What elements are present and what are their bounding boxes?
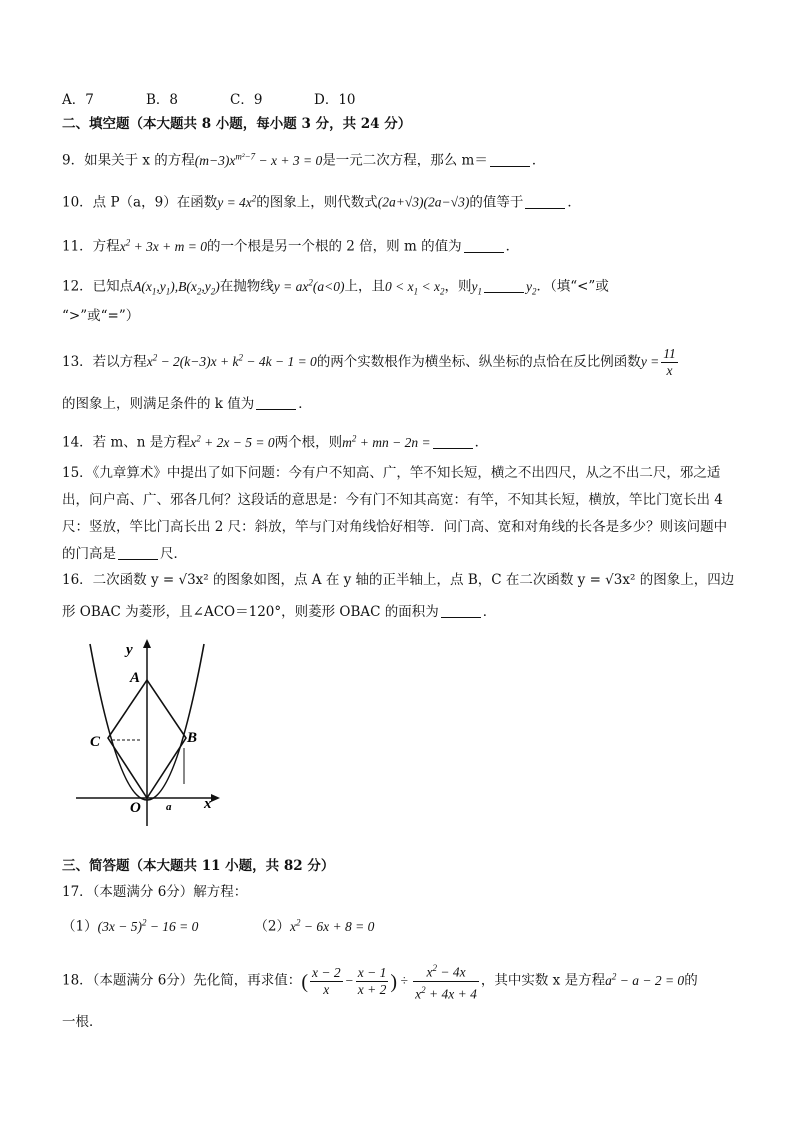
q10-post: 的值等于: [469, 194, 524, 211]
section3-heading: 三、简答题（本大题共 11 小题，共 82 分）: [62, 858, 335, 874]
q12-blank[interactable]: [484, 278, 524, 293]
q10-function: $y = 4x^2$: [217, 193, 257, 210]
q11-blank[interactable]: [464, 238, 504, 253]
q12-condition: $0 < x_1 < x_2$: [384, 278, 445, 297]
q18-expression: ( $\frac{x - 2}{x}$ − $\frac{x - 1}{x + 2}$ ) ÷ $\frac{x^2 - 4x}{x^2 + 4x + 4}$: [301, 973, 481, 988]
q12-pre: 12．已知点: [62, 278, 134, 295]
q17-p1-label: （1）: [62, 918, 98, 935]
q13-post: 的两个实数根作为横坐标、纵坐标的点恰在反比例函数: [316, 354, 641, 370]
q18-end: 的: [684, 972, 698, 989]
question-16-line1: 16．二次函数 y = √3x² 的图象如图，点 A 在 y 轴的正半轴上，点 B，C 在二次函数 y = √3x² 的图象上，四边: [62, 572, 735, 588]
q9-blank[interactable]: [490, 152, 530, 167]
q14-pre: 14．若 m、n 是方程: [62, 434, 191, 451]
q18-equation: $a^2 - a - 2 = 0$: [605, 971, 685, 988]
q17-parts: [62, 912, 732, 937]
q13-frac-num: 11: [663, 346, 676, 361]
y-axis-arrow: [143, 639, 151, 648]
q14-blank[interactable]: [433, 434, 473, 449]
question-16-line2: [62, 602, 732, 622]
q9-pre: 9．如果关于 x 的方程: [62, 152, 195, 169]
q13-line2: [62, 394, 732, 414]
label-small: ɑ: [166, 801, 172, 813]
q12-mid: 在抛物线: [219, 278, 274, 295]
question-10: [62, 188, 732, 213]
q15-end: 尺．: [160, 546, 187, 562]
q13-frac-den: x: [666, 363, 673, 378]
question-15: [62, 460, 734, 568]
q14-expression: $m^2$ + mn − 2n =: [342, 433, 431, 450]
q13-blank[interactable]: [256, 395, 296, 410]
question-12: [62, 272, 732, 301]
question-9: [62, 146, 732, 171]
q13-fraction: [661, 346, 678, 379]
question-13: [62, 346, 732, 379]
label-y: y: [126, 642, 133, 658]
q10-end: ．: [567, 194, 581, 211]
label-c: C: [90, 734, 101, 750]
q13-y: y =: [640, 354, 660, 369]
label-b: B: [187, 730, 198, 746]
q18-pre: 18．（本题满分 6分）先化简，再求值：: [62, 972, 302, 989]
q16-line2-text: 形 OBAC 为菱形，且∠ACO＝120°，则菱形 OBAC 的面积为: [62, 604, 439, 620]
q17-p2-label: （2）: [254, 918, 291, 935]
q13-pre: 13．若以方程: [62, 354, 147, 370]
label-o: O: [130, 800, 141, 816]
q14-equation: $x^2 + 2x - 5 = 0$: [190, 433, 275, 450]
q11-pre: 11．方程: [62, 238, 120, 255]
q17-eq1: $(3x - 5)^2 - 16 = 0$: [97, 917, 199, 934]
x-axis-arrow: [211, 794, 220, 802]
q12-points: $A(x_1,y_1),B(x_2,y_2)$: [133, 278, 220, 297]
option-a: A．7: [62, 92, 94, 108]
q8-options: [62, 90, 732, 110]
q13-end: ．: [298, 396, 312, 412]
q12-post: ，则: [444, 278, 472, 295]
q10-blank[interactable]: [525, 194, 565, 209]
q10-expression: (2a+√3)(2a−√3): [377, 194, 470, 210]
q15-blank[interactable]: [118, 545, 158, 560]
q12-line2: “>”或“=”）: [62, 308, 140, 324]
q11-equation: $x^2 + 3x + m = 0$: [119, 237, 208, 254]
section2-heading: 二、填空题（本大题共 8 小题，每小题 3 分，共 24 分）: [62, 116, 412, 132]
question-11: [62, 232, 732, 257]
q14-mid: 两个根，则: [274, 434, 343, 451]
q9-equation: $(m-3)x^{m^2-7} - x + 3 = 0$: [194, 151, 323, 168]
option-d: D．10: [314, 92, 356, 108]
rhombus-parabola-figure: [70, 636, 230, 832]
q12-y1: $y_1$: [471, 278, 482, 297]
q12-y2: $y_2$: [525, 278, 537, 297]
q16-blank[interactable]: [441, 603, 481, 618]
q18-line2: 一根．: [62, 1014, 103, 1030]
q17-eq2: $x^2 - 6x + 8 = 0$: [290, 917, 375, 934]
q16-end: ．: [482, 604, 497, 620]
q11-post: 的一个根是另一个根的 2 倍，则 m 的值为: [207, 238, 462, 255]
q17-title: 17．（本题满分 6分）解方程：: [62, 884, 248, 900]
label-a: A: [130, 670, 141, 686]
q10-pre: 10．点 P（a，9）在函数: [62, 194, 218, 211]
q10-mid: 的图象上，则代数式: [256, 194, 378, 211]
q15-text: 15．《九章算术》中提出了如下问题：今有户不知高、广，竿不知长短，横之不出四尺，从之不出二尺，邪之适出，问户高、广、邪各几何？这段话的意思是：今有门不知其高宽：有竿，不知其长短，横放，竿比门宽长出 4 尺：竖放，竿比门高长出 2 尺：斜放，竿与门对角线恰好相等．问门高、宽和对角线的长各是多少？则该问题中的门高是: [62, 465, 728, 562]
q9-post: ．: [531, 152, 546, 169]
q13-equation: $x^2 - 2(k-3)x + k^2 - 4k - 1 = 0$: [146, 352, 317, 369]
option-b: B．8: [146, 92, 179, 108]
q9-mid: 是一元二次方程，那么 m＝: [322, 152, 488, 169]
label-x: x: [204, 796, 212, 812]
question-14: [62, 428, 732, 453]
option-c: C．9: [230, 92, 263, 108]
question-18: [62, 956, 732, 1002]
q11-end: ．: [505, 238, 520, 255]
q12-end: ．（填“<”或: [536, 278, 609, 295]
q13-line2-text: 的图象上，则满足条件的 k 值为: [62, 396, 255, 412]
q14-end: ．: [474, 434, 489, 451]
q12-mid2: 上，且: [344, 278, 385, 295]
q12-parabola: $y = ax^2(a<0)$: [273, 277, 345, 294]
q18-post: ，其中实数 x 是方程: [480, 972, 606, 989]
